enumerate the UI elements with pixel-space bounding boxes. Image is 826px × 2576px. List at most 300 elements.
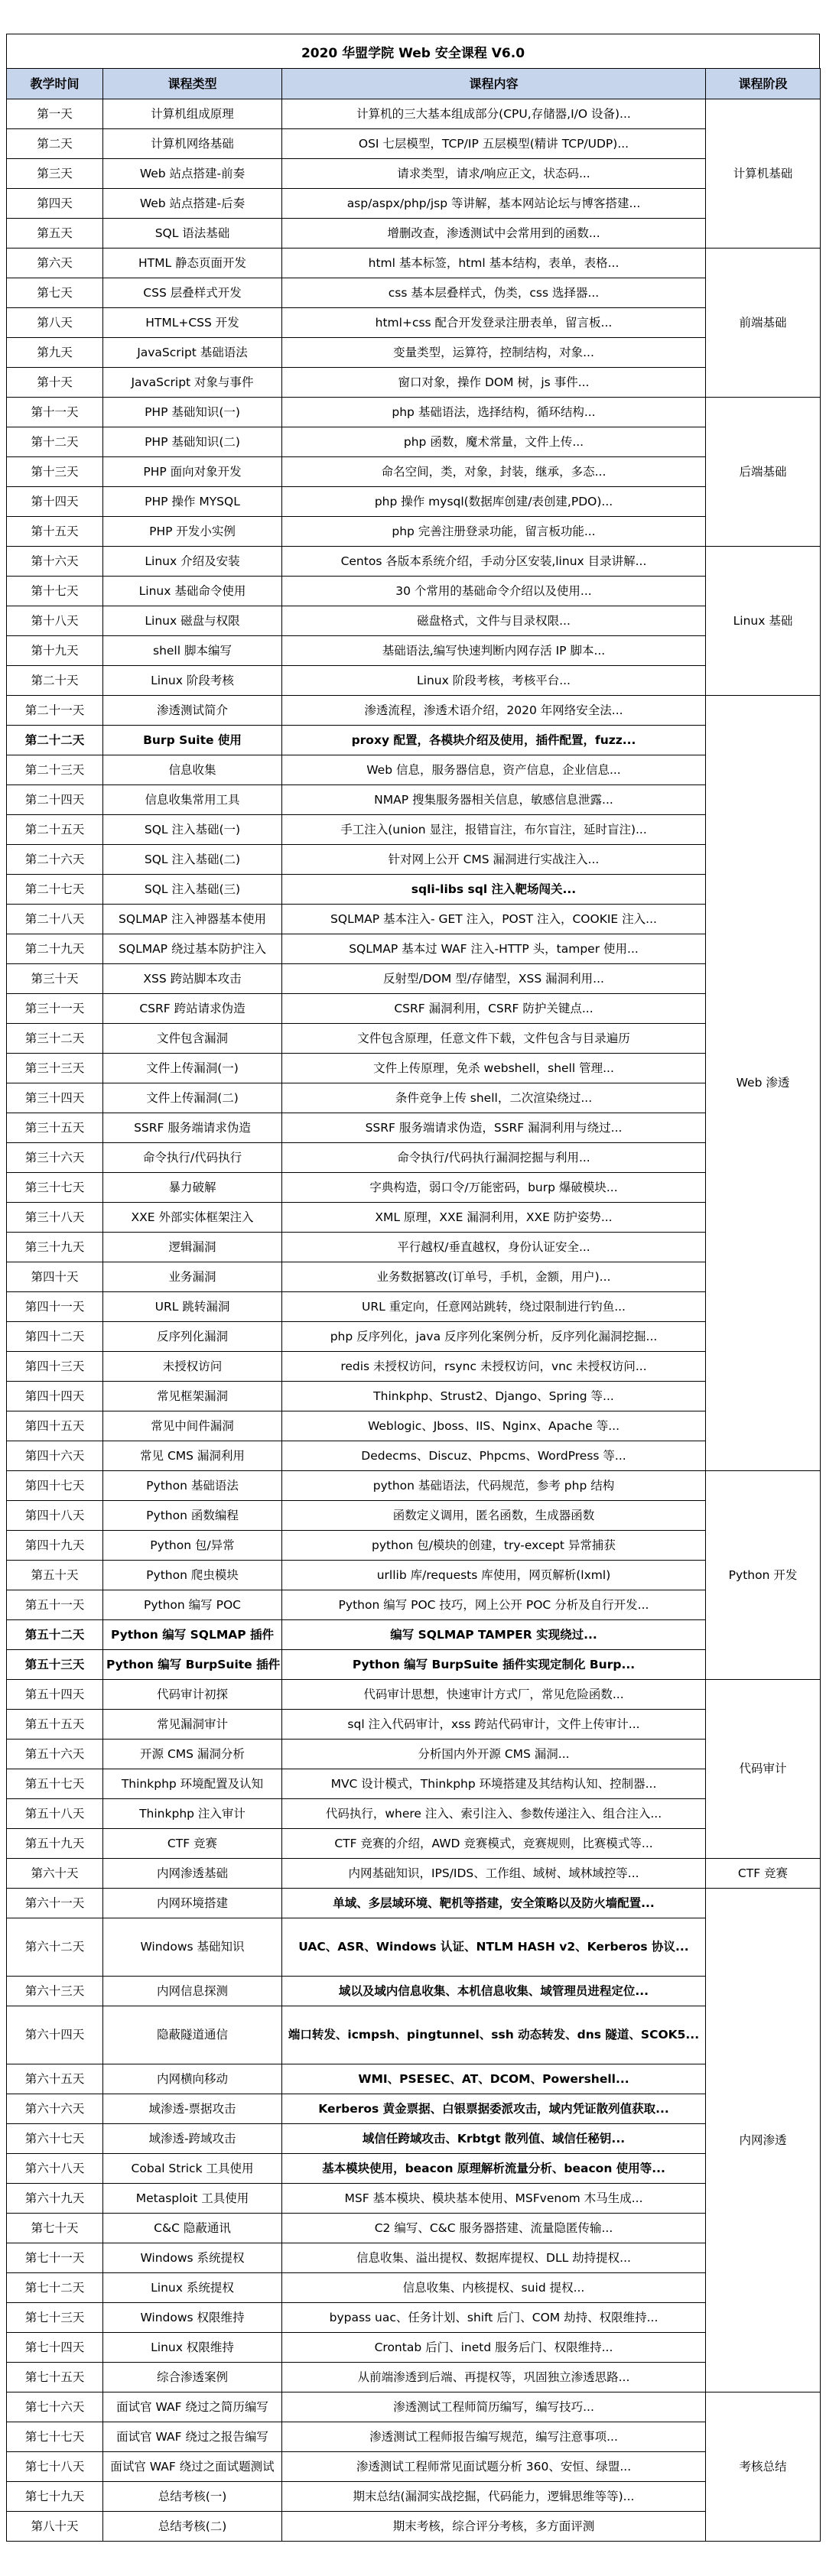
- cell-day: 第二十九天: [7, 934, 103, 964]
- cell-day: 第十五天: [7, 517, 103, 547]
- table-row: [7, 1501, 821, 1531]
- cell-day: 第五十四天: [7, 1680, 103, 1710]
- table-row: [7, 1024, 821, 1054]
- cell-day: 第七十八天: [7, 2452, 103, 2482]
- cell-course-content: php 基础语法，选择结构，循环结构...: [282, 398, 706, 427]
- cell-course-type: Python 基础语法: [103, 1471, 282, 1501]
- cell-course-stage: 考核总结: [706, 2392, 821, 2542]
- cell-course-content: 条件竞争上传 shell，二次渲染绕过...: [282, 1083, 706, 1113]
- cell-course-content: css 基本层叠样式，伪类，css 选择器...: [282, 278, 706, 308]
- cell-course-type: 面试官 WAF 绕过之报告编写: [103, 2422, 282, 2452]
- cell-day: 第十二天: [7, 427, 103, 457]
- table-row: [7, 2154, 821, 2184]
- cell-course-type: Windows 基础知识: [103, 1918, 282, 1977]
- header-teaching-time: 教学时间: [7, 69, 103, 99]
- cell-course-content: 渗透测试工程师常见面试题分析 360、安恒、绿盟...: [282, 2452, 706, 2482]
- cell-day: 第五十天: [7, 1561, 103, 1590]
- cell-day: 第六十二天: [7, 1918, 103, 1977]
- cell-course-content: 分析国内外开源 CMS 漏洞...: [282, 1740, 706, 1769]
- table-row: [7, 875, 821, 905]
- cell-course-content: asp/aspx/php/jsp 等讲解，基本网站论坛与博客搭建...: [282, 189, 706, 219]
- cell-day: 第六十四天: [7, 2006, 103, 2064]
- header-course-type: 课程类型: [103, 69, 282, 99]
- cell-course-content: 代码审计思想，快速审计方式厂，常见危险函数...: [282, 1680, 706, 1710]
- table-row: [7, 2512, 821, 2542]
- cell-course-type: 面试官 WAF 绕过之面试题测试: [103, 2452, 282, 2482]
- cell-course-content: OSI 七层模型，TCP/IP 五层模型(精讲 TCP/UDP)...: [282, 129, 706, 159]
- table-row: [7, 726, 821, 755]
- cell-course-content: 计算机的三大基本组成部分(CPU,存储器,I/O 设备)...: [282, 99, 706, 129]
- cell-day: 第七十九天: [7, 2482, 103, 2512]
- cell-day: 第七十二天: [7, 2273, 103, 2303]
- course-table: [6, 68, 821, 2542]
- cell-course-content: php 完善注册登录功能，留言板功能...: [282, 517, 706, 547]
- cell-course-type: 常见框架漏洞: [103, 1382, 282, 1411]
- table-row: [7, 994, 821, 1024]
- cell-course-type: HTML+CSS 开发: [103, 308, 282, 338]
- cell-course-content: WMI、PSESEC、AT、DCOM、Powershell...: [282, 2064, 706, 2094]
- cell-day: 第五十八天: [7, 1799, 103, 1829]
- table-row: [7, 1620, 821, 1650]
- cell-day: 第四十三天: [7, 1352, 103, 1382]
- cell-course-type: SQL 注入基础(一): [103, 815, 282, 845]
- cell-course-type: CSRF 跨站请求伪造: [103, 994, 282, 1024]
- cell-day: 第五十五天: [7, 1710, 103, 1740]
- cell-course-content: 平行越权/垂直越权，身份认证安全...: [282, 1233, 706, 1262]
- cell-course-type: PHP 面向对象开发: [103, 457, 282, 487]
- cell-day: 第四十七天: [7, 1471, 103, 1501]
- cell-day: 第六十九天: [7, 2184, 103, 2214]
- cell-day: 第八十天: [7, 2512, 103, 2542]
- cell-day: 第十三天: [7, 457, 103, 487]
- cell-day: 第二十三天: [7, 755, 103, 785]
- cell-course-type: CSS 层叠样式开发: [103, 278, 282, 308]
- cell-day: 第七十三天: [7, 2303, 103, 2333]
- cell-day: 第三十七天: [7, 1173, 103, 1203]
- cell-day: 第十六天: [7, 547, 103, 577]
- cell-day: 第四十四天: [7, 1382, 103, 1411]
- cell-course-type: 常见漏洞审计: [103, 1710, 282, 1740]
- course-title: 2020 华盟学院 Web 安全课程 V6.0: [6, 34, 820, 69]
- table-row: [7, 2452, 821, 2482]
- table-row: [7, 2184, 821, 2214]
- table-row: [7, 1382, 821, 1411]
- cell-course-type: Thinkphp 环境配置及认知: [103, 1769, 282, 1799]
- cell-course-content: 编写 SQLMAP TAMPER 实现绕过...: [282, 1620, 706, 1650]
- cell-course-content: 从前端渗透到后端、再提权等，巩固独立渗透思路...: [282, 2363, 706, 2392]
- cell-day: 第四十八天: [7, 1501, 103, 1531]
- cell-day: 第三十六天: [7, 1143, 103, 1173]
- cell-course-content: Python 编写 POC 技巧，网上公开 POC 分析及自行开发...: [282, 1590, 706, 1620]
- cell-course-content: redis 未授权访问，rsync 未授权访问，vnc 未授权访问...: [282, 1352, 706, 1382]
- table-row: [7, 934, 821, 964]
- table-row: [7, 2422, 821, 2452]
- cell-course-type: 开源 CMS 漏洞分析: [103, 1740, 282, 1769]
- cell-course-content: 基本模块使用，beacon 原理解析流量分析、beacon 使用等...: [282, 2154, 706, 2184]
- cell-day: 第五十一天: [7, 1590, 103, 1620]
- cell-course-content: CTF 竞赛的介绍，AWD 竞赛模式，竞赛规则，比赛模式等...: [282, 1829, 706, 1859]
- table-row: [7, 1977, 821, 2006]
- cell-course-type: Linux 阶段考核: [103, 666, 282, 696]
- cell-day: 第三十九天: [7, 1233, 103, 1262]
- cell-course-type: 信息收集: [103, 755, 282, 785]
- cell-day: 第四天: [7, 189, 103, 219]
- cell-course-type: Python 函数编程: [103, 1501, 282, 1531]
- cell-course-content: MVC 设计模式，Thinkphp 环境搭建及其结构认知、控制器...: [282, 1769, 706, 1799]
- cell-day: 第二十八天: [7, 905, 103, 934]
- cell-course-content: SSRF 服务端请求伪造，SSRF 漏洞利用与绕过...: [282, 1113, 706, 1143]
- cell-course-type: SQL 注入基础(三): [103, 875, 282, 905]
- table-row: [7, 1471, 821, 1501]
- cell-course-content: html 基本标签，html 基本结构，表单，表格...: [282, 249, 706, 278]
- cell-course-type: PHP 开发小实例: [103, 517, 282, 547]
- table-row: [7, 1769, 821, 1799]
- cell-day: 第二十二天: [7, 726, 103, 755]
- cell-course-content: Linux 阶段考核，考核平台...: [282, 666, 706, 696]
- cell-course-content: 域以及域内信息收集、本机信息收集、域管理员进程定位...: [282, 1977, 706, 2006]
- table-row: [7, 1262, 821, 1292]
- cell-day: 第三十三天: [7, 1054, 103, 1083]
- cell-day: 第三十五天: [7, 1113, 103, 1143]
- cell-course-content: 变量类型，运算符，控制结构，对象...: [282, 338, 706, 368]
- table-row: [7, 1680, 821, 1710]
- cell-course-type: PHP 基础知识(二): [103, 427, 282, 457]
- table-row: [7, 2064, 821, 2094]
- cell-course-content: 内网基础知识，IPS/IDS、工作组、域树、域林域控等...: [282, 1859, 706, 1889]
- cell-course-type: 总结考核(二): [103, 2512, 282, 2542]
- cell-course-type: 面试官 WAF 绕过之简历编写: [103, 2392, 282, 2422]
- table-row: [7, 398, 821, 427]
- cell-course-type: 业务漏洞: [103, 1262, 282, 1292]
- cell-course-type: Linux 系统提权: [103, 2273, 282, 2303]
- cell-day: 第七十五天: [7, 2363, 103, 2392]
- table-row: [7, 2094, 821, 2124]
- cell-course-type: 域渗透-票据攻击: [103, 2094, 282, 2124]
- table-row: [7, 815, 821, 845]
- table-row: [7, 577, 821, 606]
- cell-course-content: 窗口对象，操作 DOM 树，js 事件...: [282, 368, 706, 398]
- table-row: [7, 1143, 821, 1173]
- cell-course-type: Python 包/异常: [103, 1531, 282, 1561]
- table-row: [7, 159, 821, 189]
- cell-course-type: 信息收集常用工具: [103, 785, 282, 815]
- cell-course-type: 代码审计初探: [103, 1680, 282, 1710]
- cell-course-content: 单域、多层域环境、靶机等搭建，安全策略以及防火墙配置...: [282, 1889, 706, 1918]
- cell-day: 第二十六天: [7, 845, 103, 875]
- cell-course-type: CTF 竞赛: [103, 1829, 282, 1859]
- cell-course-type: Cobal Strick 工具使用: [103, 2154, 282, 2184]
- cell-course-content: 命令执行/代码执行漏洞挖掘与利用...: [282, 1143, 706, 1173]
- cell-course-type: PHP 操作 MYSQL: [103, 487, 282, 517]
- cell-course-content: html+css 配合开发登录注册表单，留言板...: [282, 308, 706, 338]
- cell-course-content: 业务数据篡改(订单号，手机，金额，用户)...: [282, 1262, 706, 1292]
- table-row: [7, 129, 821, 159]
- cell-day: 第五十九天: [7, 1829, 103, 1859]
- cell-course-content: 文件上传原理，免杀 webshell，shell 管理...: [282, 1054, 706, 1083]
- table-row: [7, 2273, 821, 2303]
- cell-day: 第六十一天: [7, 1889, 103, 1918]
- cell-day: 第十一天: [7, 398, 103, 427]
- cell-day: 第五十二天: [7, 1620, 103, 1650]
- cell-day: 第一天: [7, 99, 103, 129]
- table-row: [7, 1411, 821, 1441]
- cell-course-type: 内网横向移动: [103, 2064, 282, 2094]
- table-row: [7, 2124, 821, 2154]
- table-row: [7, 964, 821, 994]
- cell-day: 第六十六天: [7, 2094, 103, 2124]
- cell-course-content: CSRF 漏洞利用，CSRF 防护关键点...: [282, 994, 706, 1024]
- cell-course-type: 综合渗透案例: [103, 2363, 282, 2392]
- cell-course-content: Weblogic、Jboss、IIS、Nginx、Apache 等...: [282, 1411, 706, 1441]
- cell-day: 第十八天: [7, 606, 103, 636]
- cell-day: 第六十八天: [7, 2154, 103, 2184]
- cell-day: 第三十八天: [7, 1203, 103, 1233]
- cell-day: 第五十六天: [7, 1740, 103, 1769]
- table-row: [7, 2303, 821, 2333]
- cell-day: 第二十七天: [7, 875, 103, 905]
- table-row: [7, 905, 821, 934]
- cell-course-stage: Web 渗透: [706, 696, 821, 1471]
- cell-course-type: 反序列化漏洞: [103, 1322, 282, 1352]
- cell-course-type: 文件上传漏洞(一): [103, 1054, 282, 1083]
- table-row: [7, 1889, 821, 1918]
- cell-course-type: 暴力破解: [103, 1173, 282, 1203]
- cell-day: 第四十六天: [7, 1441, 103, 1471]
- cell-course-type: PHP 基础知识(一): [103, 398, 282, 427]
- table-row: [7, 2006, 821, 2064]
- cell-day: 第八天: [7, 308, 103, 338]
- cell-course-content: 域信任跨域攻击、Krbtgt 散列值、域信任秘钥...: [282, 2124, 706, 2154]
- table-row: [7, 1233, 821, 1262]
- cell-course-content: Web 信息，服务器信息，资产信息，企业信息...: [282, 755, 706, 785]
- cell-course-content: NMAP 搜集服务器相关信息，敏感信息泄露...: [282, 785, 706, 815]
- cell-day: 第六天: [7, 249, 103, 278]
- cell-course-type: HTML 静态页面开发: [103, 249, 282, 278]
- table-row: [7, 249, 821, 278]
- cell-course-stage: 计算机基础: [706, 99, 821, 249]
- cell-course-type: SQLMAP 注入神器基本使用: [103, 905, 282, 934]
- table-row: [7, 1203, 821, 1233]
- cell-course-type: 内网环境搭建: [103, 1889, 282, 1918]
- cell-day: 第四十二天: [7, 1322, 103, 1352]
- cell-day: 第七十一天: [7, 2243, 103, 2273]
- table-row: [7, 1859, 821, 1889]
- cell-course-content: 请求类型，请求/响应正文，状态码...: [282, 159, 706, 189]
- cell-course-type: Linux 介绍及安装: [103, 547, 282, 577]
- cell-day: 第四十九天: [7, 1531, 103, 1561]
- cell-course-content: Python 编写 BurpSuite 插件实现定制化 Burp...: [282, 1650, 706, 1680]
- cell-course-type: SQL 语法基础: [103, 219, 282, 249]
- cell-course-content: 代码执行，where 注入、索引注入、参数传递注入、组合注入...: [282, 1799, 706, 1829]
- table-row: [7, 2214, 821, 2243]
- table-row: [7, 1531, 821, 1561]
- cell-day: 第六十七天: [7, 2124, 103, 2154]
- cell-course-type: SQLMAP 绕过基本防护注入: [103, 934, 282, 964]
- cell-course-content: bypass uac、任务计划、shift 后门、COM 劫持、权限维持...: [282, 2303, 706, 2333]
- cell-course-type: Windows 系统提权: [103, 2243, 282, 2273]
- cell-course-type: 未授权访问: [103, 1352, 282, 1382]
- cell-course-content: Kerberos 黄金票据、白银票据委派攻击，域内凭证散列值获取...: [282, 2094, 706, 2124]
- cell-course-content: urllib 库/requests 库使用，网页解析(lxml): [282, 1561, 706, 1590]
- table-row: [7, 308, 821, 338]
- cell-course-type: 命令执行/代码执行: [103, 1143, 282, 1173]
- cell-course-stage: 前端基础: [706, 249, 821, 398]
- cell-course-type: C&C 隐蔽通讯: [103, 2214, 282, 2243]
- cell-day: 第七天: [7, 278, 103, 308]
- cell-course-type: 计算机网络基础: [103, 129, 282, 159]
- table-row: [7, 755, 821, 785]
- table-row: [7, 1590, 821, 1620]
- cell-course-type: 常见中间件漏洞: [103, 1411, 282, 1441]
- cell-course-content: 渗透测试工程师报告编写规范，编写注意事项...: [282, 2422, 706, 2452]
- cell-course-type: 文件上传漏洞(二): [103, 1083, 282, 1113]
- cell-course-stage: CTF 竞赛: [706, 1859, 821, 1889]
- cell-course-content: sql 注入代码审计，xss 跨站代码审计，文件上传审计...: [282, 1710, 706, 1740]
- cell-day: 第六十五天: [7, 2064, 103, 2094]
- table-row: [7, 1292, 821, 1322]
- table-row: [7, 487, 821, 517]
- cell-course-type: Python 编写 SQLMAP 插件: [103, 1620, 282, 1650]
- cell-course-content: proxy 配置，各模块介绍及使用，插件配置，fuzz...: [282, 726, 706, 755]
- cell-course-type: 隐蔽隧道通信: [103, 2006, 282, 2064]
- cell-day: 第三天: [7, 159, 103, 189]
- cell-course-content: 信息收集、内核提权、suid 提权...: [282, 2273, 706, 2303]
- cell-day: 第七十天: [7, 2214, 103, 2243]
- cell-course-type: Python 编写 BurpSuite 插件: [103, 1650, 282, 1680]
- cell-course-content: 信息收集、溢出提权、数据库提权、DLL 劫持提权...: [282, 2243, 706, 2273]
- table-row: [7, 278, 821, 308]
- cell-course-content: 30 个常用的基础命令介绍以及使用...: [282, 577, 706, 606]
- cell-course-type: 域渗透-跨域攻击: [103, 2124, 282, 2154]
- table-row: [7, 845, 821, 875]
- cell-course-content: SQLMAP 基本注入- GET 注入，POST 注入，COOKIE 注入...: [282, 905, 706, 934]
- cell-day: 第二十天: [7, 666, 103, 696]
- cell-course-content: 文件包含原理，任意文件下载，文件包含与目录遍历: [282, 1024, 706, 1054]
- cell-day: 第四十一天: [7, 1292, 103, 1322]
- table-row: [7, 2392, 821, 2422]
- cell-day: 第三十二天: [7, 1024, 103, 1054]
- table-row: [7, 219, 821, 249]
- cell-course-type: Web 站点搭建-前奏: [103, 159, 282, 189]
- table-row: [7, 1083, 821, 1113]
- cell-day: 第七十四天: [7, 2333, 103, 2363]
- cell-course-content: php 函数，魔术常量，文件上传...: [282, 427, 706, 457]
- cell-course-type: Python 编写 POC: [103, 1590, 282, 1620]
- cell-day: 第七十七天: [7, 2422, 103, 2452]
- table-row: [7, 517, 821, 547]
- cell-day: 第二十五天: [7, 815, 103, 845]
- cell-course-type: SQL 注入基础(二): [103, 845, 282, 875]
- table-header-row: [7, 69, 821, 99]
- table-row: [7, 2243, 821, 2273]
- cell-course-content: URL 重定向，任意网站跳转，绕过限制进行钓鱼...: [282, 1292, 706, 1322]
- cell-course-type: 文件包含漏洞: [103, 1024, 282, 1054]
- cell-day: 第五十三天: [7, 1650, 103, 1680]
- table-row: [7, 1561, 821, 1590]
- header-course-content: 课程内容: [282, 69, 706, 99]
- cell-course-type: Metasploit 工具使用: [103, 2184, 282, 2214]
- cell-day: 第四十天: [7, 1262, 103, 1292]
- table-row: [7, 189, 821, 219]
- cell-day: 第三十四天: [7, 1083, 103, 1113]
- cell-course-type: 渗透测试简介: [103, 696, 282, 726]
- cell-course-type: 常见 CMS 漏洞利用: [103, 1441, 282, 1471]
- cell-day: 第十四天: [7, 487, 103, 517]
- table-row: [7, 1829, 821, 1859]
- cell-course-type: Web 站点搭建-后奏: [103, 189, 282, 219]
- cell-course-type: Linux 基础命令使用: [103, 577, 282, 606]
- cell-course-type: Linux 权限维持: [103, 2333, 282, 2363]
- cell-course-stage: Linux 基础: [706, 547, 821, 696]
- cell-course-type: Burp Suite 使用: [103, 726, 282, 755]
- cell-course-content: 增删改查，渗透测试中会常用到的函数...: [282, 219, 706, 249]
- cell-course-content: UAC、ASR、Windows 认证、NTLM HASH v2、Kerberos 协议...: [282, 1918, 706, 1977]
- cell-course-type: Linux 磁盘与权限: [103, 606, 282, 636]
- table-row: [7, 785, 821, 815]
- cell-course-content: 手工注入(union 显注，报错盲注，布尔盲注，延时盲注)...: [282, 815, 706, 845]
- cell-course-content: 反射型/DOM 型/存储型，XSS 漏洞利用...: [282, 964, 706, 994]
- table-row: [7, 666, 821, 696]
- cell-course-type: URL 跳转漏洞: [103, 1292, 282, 1322]
- cell-course-type: 逻辑漏洞: [103, 1233, 282, 1262]
- cell-course-content: C2 编写、C&C 服务器搭建、流量隐匿传输...: [282, 2214, 706, 2243]
- cell-course-type: XXE 外部实体框架注入: [103, 1203, 282, 1233]
- cell-day: 第五天: [7, 219, 103, 249]
- cell-course-stage: 后端基础: [706, 398, 821, 547]
- cell-course-content: python 基础语法，代码规范，参考 php 结构: [282, 1471, 706, 1501]
- cell-day: 第九天: [7, 338, 103, 368]
- cell-course-type: XSS 跨站脚本攻击: [103, 964, 282, 994]
- cell-day: 第三十天: [7, 964, 103, 994]
- table-row: [7, 1918, 821, 1977]
- cell-day: 第五十七天: [7, 1769, 103, 1799]
- table-row: [7, 427, 821, 457]
- table-row: [7, 1322, 821, 1352]
- cell-course-content: 命名空间，类，对象，封装，继承，多态...: [282, 457, 706, 487]
- cell-course-type: 内网信息探测: [103, 1977, 282, 2006]
- cell-course-content: 期末总结(漏洞实战挖掘，代码能力，逻辑思维等等)...: [282, 2482, 706, 2512]
- cell-day: 第十七天: [7, 577, 103, 606]
- cell-day: 第七十六天: [7, 2392, 103, 2422]
- table-row: [7, 2333, 821, 2363]
- cell-course-type: 计算机组成原理: [103, 99, 282, 129]
- cell-course-type: JavaScript 对象与事件: [103, 368, 282, 398]
- cell-course-content: Crontab 后门、inetd 服务后门、权限维持...: [282, 2333, 706, 2363]
- cell-course-type: JavaScript 基础语法: [103, 338, 282, 368]
- cell-course-content: 期末考核，综合评分考核，多方面评测: [282, 2512, 706, 2542]
- table-row: [7, 457, 821, 487]
- cell-day: 第二十一天: [7, 696, 103, 726]
- cell-course-content: 渗透测试工程师简历编写，编写技巧...: [282, 2392, 706, 2422]
- table-row: [7, 1710, 821, 1740]
- cell-course-content: php 反序列化，java 反序列化案例分析，反序列化漏洞挖掘...: [282, 1322, 706, 1352]
- cell-day: 第十天: [7, 368, 103, 398]
- cell-day: 第四十五天: [7, 1411, 103, 1441]
- table-row: [7, 547, 821, 577]
- cell-course-content: MSF 基本模块、模块基本使用、MSFvenom 木马生成...: [282, 2184, 706, 2214]
- table-row: [7, 368, 821, 398]
- cell-course-content: 字典构造，弱口令/万能密码，burp 爆破模块...: [282, 1173, 706, 1203]
- table-row: [7, 606, 821, 636]
- table-row: [7, 2482, 821, 2512]
- cell-course-type: Thinkphp 注入审计: [103, 1799, 282, 1829]
- cell-course-stage: 代码审计: [706, 1680, 821, 1859]
- cell-course-content: Dedecms、Discuz、Phpcms、WordPress 等...: [282, 1441, 706, 1471]
- table-row: [7, 1740, 821, 1769]
- cell-course-content: XML 原理，XXE 漏洞利用，XXE 防护姿势...: [282, 1203, 706, 1233]
- cell-course-type: SSRF 服务端请求伪造: [103, 1113, 282, 1143]
- table-row: [7, 338, 821, 368]
